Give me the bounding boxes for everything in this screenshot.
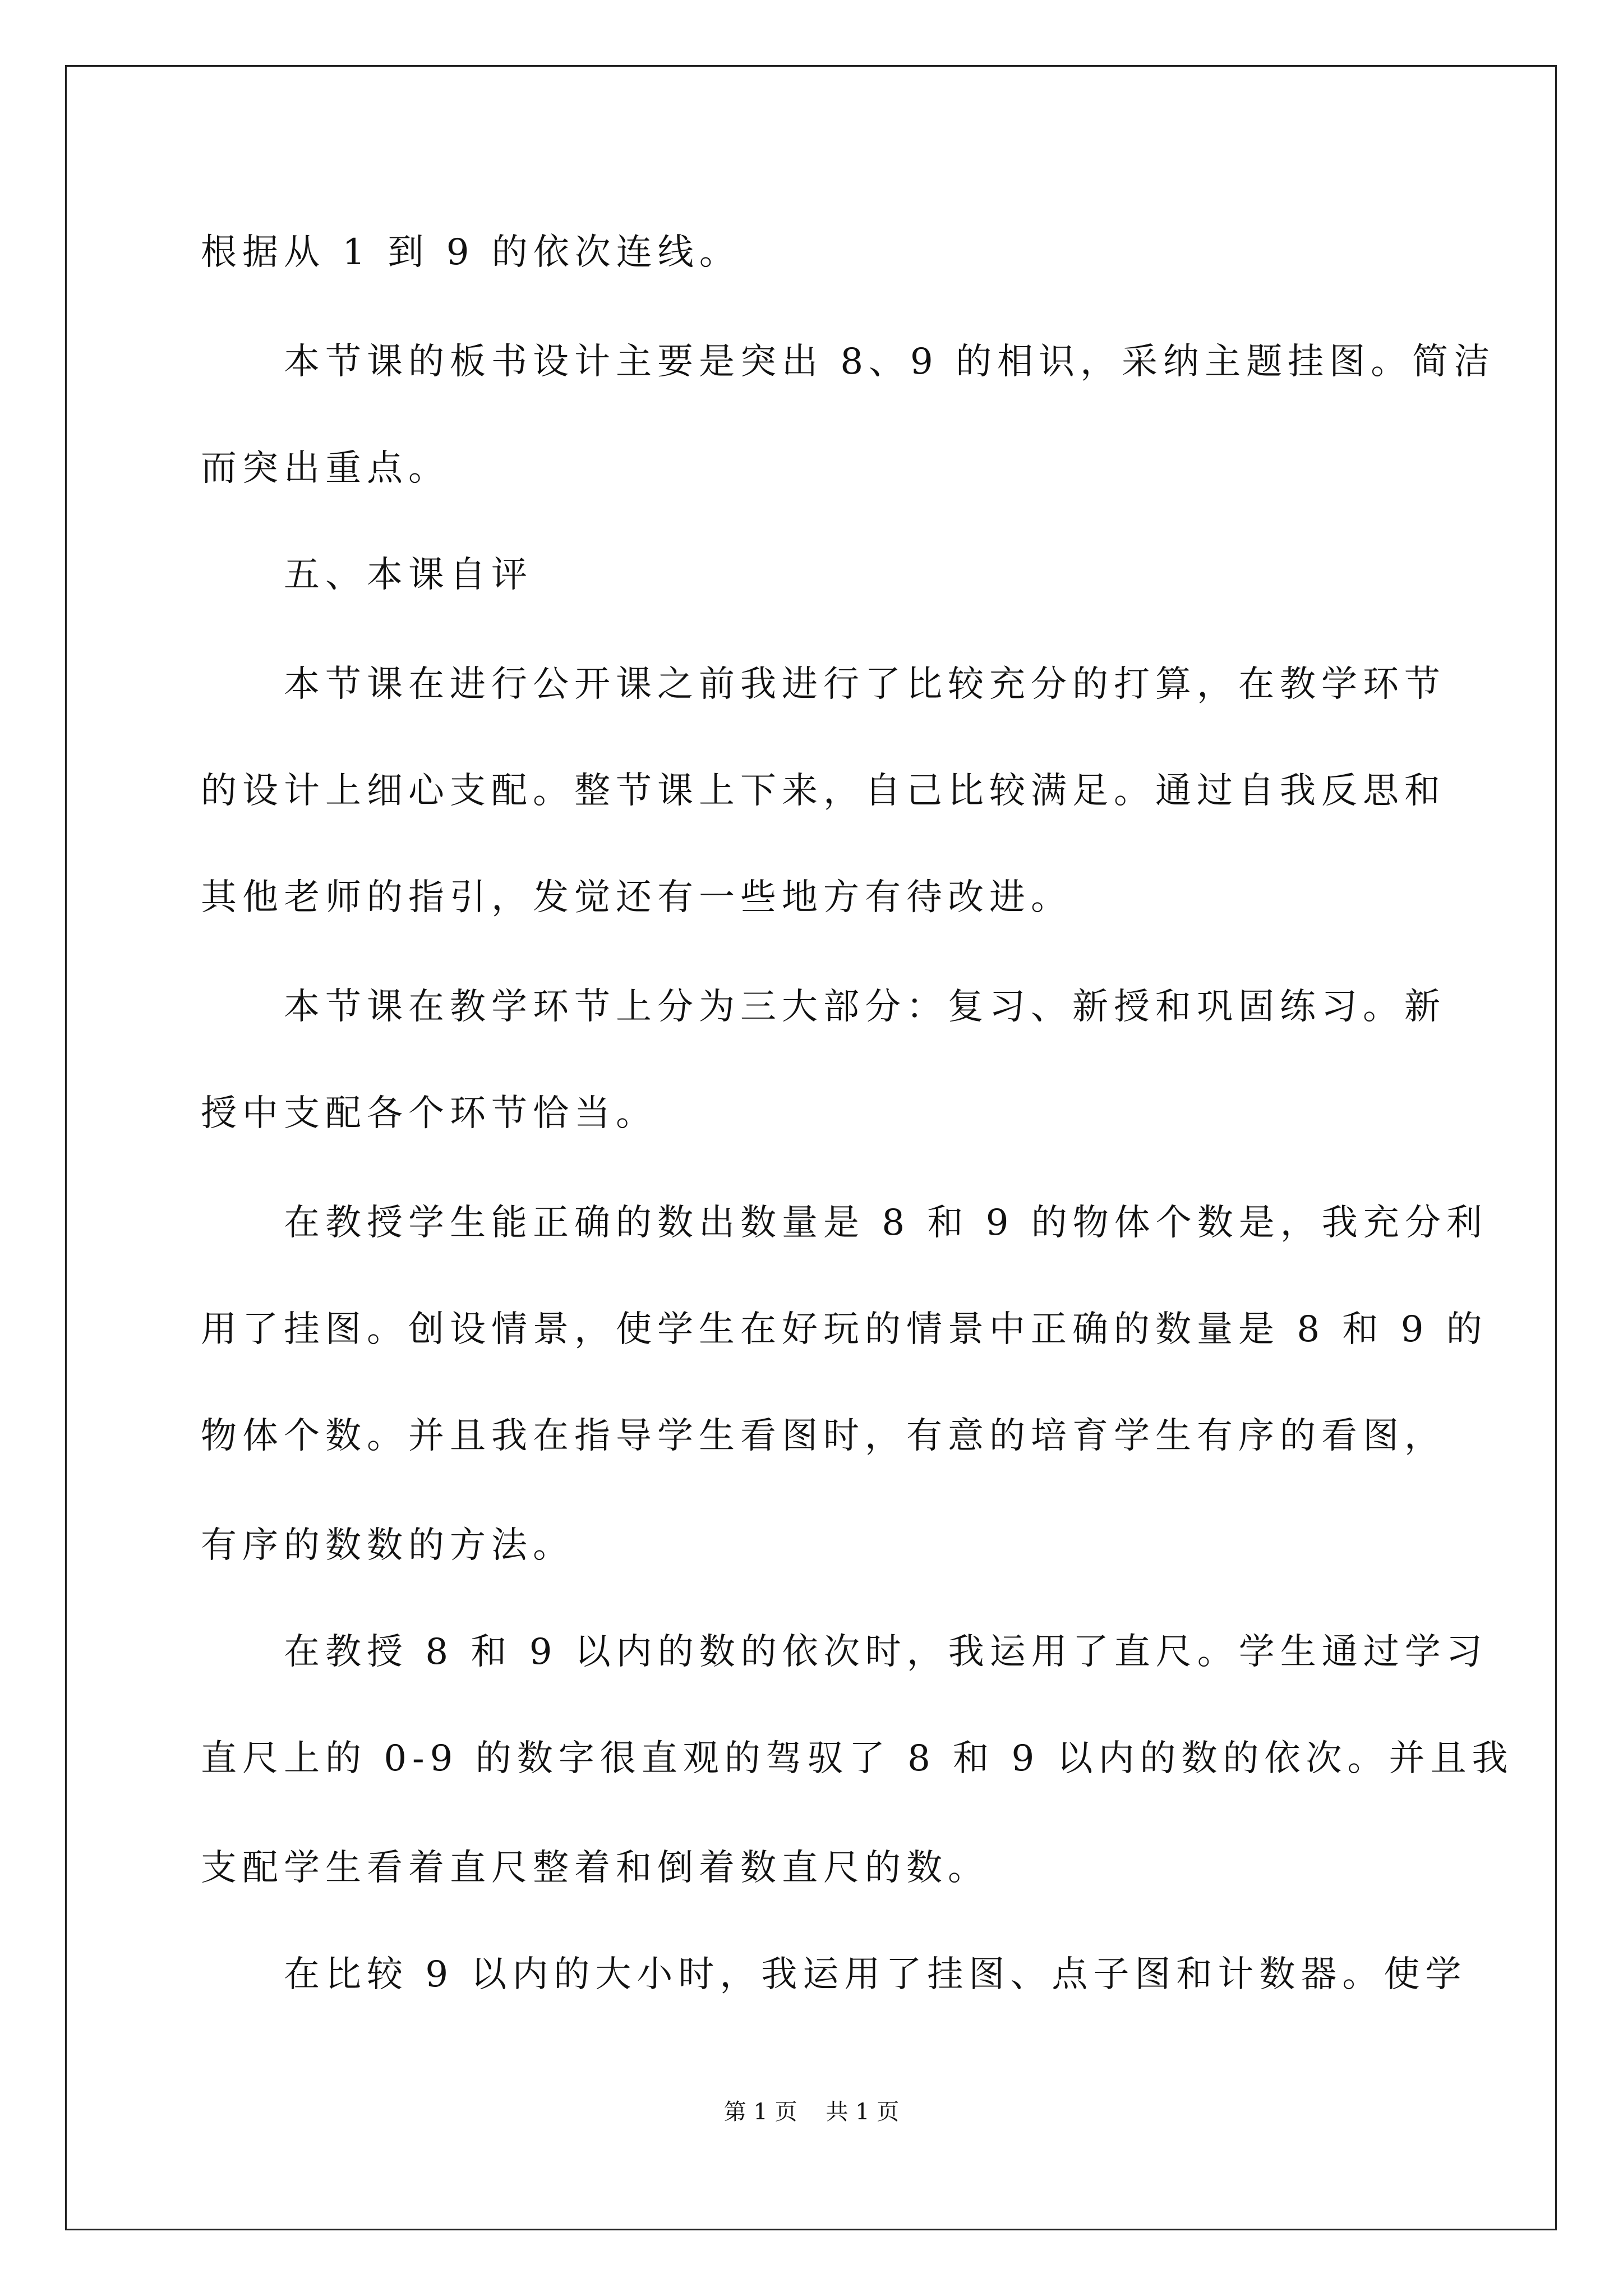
text-line: 物体个数。并且我在指导学生看图时，有意的培育学生有序的看图， <box>201 1415 1446 1457</box>
text-line: 在教授 8 和 9 以内的数的依次时，我运用了直尺。学生通过学习 <box>284 1631 1488 1673</box>
text-line: 根据从 1 到 9 的依次连线。 <box>201 232 741 273</box>
text-line: 本节课在教学环节上分为三大部分：复习、新授和巩固练习。新 <box>284 986 1446 1028</box>
text-line: 而突出重点。 <box>201 448 450 489</box>
text-line: 直尺上的 0-9 的数字很直观的驾驭了 8 和 9 以内的数的依次。并且我 <box>201 1738 1514 1779</box>
text-line: 其他老师的指引，发觉还有一些地方有待改进。 <box>201 877 1072 918</box>
text-line: 的设计上细心支配。整节课上下来，自己比较满足。通过自我反思和 <box>201 770 1446 812</box>
text-line: 用了挂图。创设情景，使学生在好玩的情景中正确的数量是 8 和 9 的 <box>201 1309 1488 1350</box>
text-line: 有序的数数的方法。 <box>201 1525 574 1566</box>
text-line: 支配学生看着直尺整着和倒着数直尺的数。 <box>201 1847 989 1889</box>
section-heading: 五、本课自评 <box>284 554 533 596</box>
text-line: 在比较 9 以内的大小时，我运用了挂图、点子图和计数器。使学 <box>284 1954 1467 1995</box>
page-border <box>65 65 1557 2230</box>
text-line: 本节课的板书设计主要是突出 8、9 的相识，采纳主题挂图。简洁 <box>284 341 1496 383</box>
text-line: 本节课在进行公开课之前我进行了比较充分的打算，在教学环节 <box>284 664 1446 705</box>
page-number-footer: 第 1 页 共 1 页 <box>723 2099 900 2125</box>
text-line: 在教授学生能正确的数出数量是 8 和 9 的物体个数是，我充分利 <box>284 1202 1488 1244</box>
text-line: 授中支配各个环节恰当。 <box>201 1093 657 1134</box>
